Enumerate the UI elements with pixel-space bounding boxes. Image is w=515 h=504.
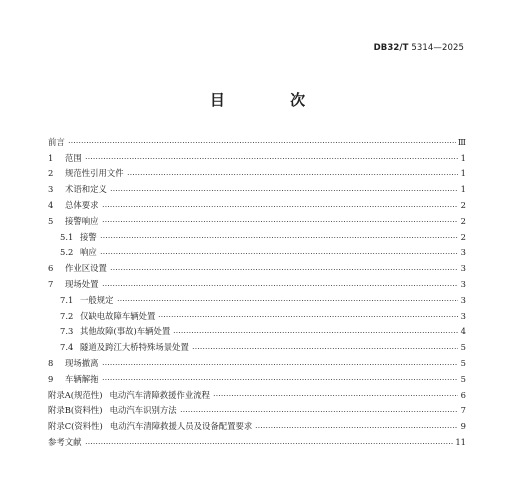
toc-entry-number: 6 — [48, 263, 54, 274]
toc-entry[interactable] — [48, 324, 466, 340]
toc-entry-appendix-label: 附录A(规范性) — [48, 389, 103, 400]
dot-leader — [102, 364, 459, 365]
toc-entry-number: 7.4 — [60, 342, 74, 353]
toc-entry-page-number: 3 — [460, 310, 466, 321]
toc-entry-title: 接警响应 — [65, 215, 99, 226]
toc-entry-number: 4 — [48, 200, 54, 211]
dot-leader — [68, 142, 456, 143]
dot-leader — [255, 427, 458, 428]
dot-leader — [180, 411, 458, 412]
toc-entry[interactable] — [48, 260, 466, 276]
toc-entry-title: 总体要求 — [65, 200, 99, 211]
toc-entry-title: 电动汽车识别方法 — [109, 405, 177, 416]
toc-entry[interactable] — [48, 403, 466, 419]
toc-entry-page-number: 3 — [460, 247, 466, 258]
toc-entry[interactable] — [48, 292, 466, 308]
toc-entry-title: 现场撤离 — [65, 358, 99, 369]
toc-entry-page-number: 5 — [460, 358, 466, 369]
standard-number: 5314—2025 — [411, 43, 464, 53]
dot-leader — [117, 300, 459, 301]
toc-entry-title: 隧道及跨江大桥特殊场景处置 — [80, 342, 189, 353]
toc-entry-page-number: 1 — [460, 184, 466, 195]
toc-entry-title: 一般规定 — [80, 294, 114, 305]
toc-entry-title: 参考文献 — [48, 437, 82, 448]
toc-entry-page-number: Ⅲ — [457, 136, 466, 147]
toc-entry-number: 3 — [48, 184, 54, 195]
toc-entry[interactable] — [48, 166, 466, 182]
toc-entry-page-number: 11 — [455, 437, 466, 448]
toc-entry-page-number: 2 — [460, 231, 466, 242]
toc-entry[interactable] — [48, 213, 466, 229]
toc-entry-page-number: 6 — [460, 389, 466, 400]
toc-entry-page-number: 3 — [460, 294, 466, 305]
standard-code — [374, 43, 464, 53]
toc-entry-appendix-label: 附录B(资料性) — [48, 405, 103, 416]
toc-entry-page-number: 2 — [460, 215, 466, 226]
toc-entry[interactable] — [48, 355, 466, 371]
toc-entry-number: 5.2 — [60, 247, 74, 258]
toc-entry-page-number: 4 — [460, 326, 466, 337]
toc-entry-page-number: 1 — [460, 168, 466, 179]
toc-entry[interactable] — [48, 229, 466, 245]
toc-entry[interactable] — [48, 418, 466, 434]
toc-entry-number: 7.1 — [60, 294, 74, 305]
dot-leader — [102, 221, 459, 222]
dot-leader — [102, 379, 459, 380]
toc-entry[interactable] — [48, 181, 466, 197]
toc-entry-number: 9 — [48, 373, 54, 384]
toc-entry-number: 7.3 — [60, 326, 74, 337]
dot-leader — [127, 174, 458, 175]
dot-leader — [85, 443, 454, 444]
toc-entry-page-number: 7 — [460, 405, 466, 416]
dot-leader — [100, 253, 458, 254]
table-of-contents — [48, 134, 466, 450]
toc-entry[interactable] — [48, 276, 466, 292]
toc-entry-number: 8 — [48, 358, 54, 369]
standard-prefix: DB32/T — [373, 43, 409, 53]
toc-entry-title: 作业区设置 — [65, 263, 107, 274]
toc-entry-number: 5 — [48, 215, 54, 226]
toc-entry[interactable] — [48, 308, 466, 324]
toc-entry-appendix-label: 附录C(资料性) — [48, 421, 103, 432]
dot-leader — [213, 395, 458, 396]
toc-entry-page-number: 3 — [460, 263, 466, 274]
toc-entry[interactable] — [48, 134, 466, 150]
toc-entry-title: 仅缺电故障车辆处置 — [80, 310, 156, 321]
toc-entry-page-number: 3 — [460, 279, 466, 290]
dot-leader — [102, 206, 459, 207]
toc-entry-title: 现场处置 — [65, 279, 99, 290]
dot-leader — [158, 316, 458, 317]
toc-entry-page-number: 2 — [460, 200, 466, 211]
toc-entry-page-number: 9 — [460, 421, 466, 432]
toc-entry-title: 响应 — [80, 247, 97, 258]
toc-entry-title: 电动汽车清障救援作业流程 — [109, 389, 210, 400]
dot-leader — [85, 158, 458, 159]
toc-entry[interactable] — [48, 197, 466, 213]
toc-entry-page-number: 5 — [460, 373, 466, 384]
dot-leader — [110, 269, 458, 270]
toc-entry[interactable] — [48, 150, 466, 166]
dot-leader — [100, 237, 458, 238]
toc-entry[interactable] — [48, 371, 466, 387]
toc-entry-title: 术语和定义 — [65, 184, 107, 195]
toc-entry[interactable] — [48, 245, 466, 261]
toc-entry-title: 前言 — [48, 136, 65, 147]
toc-entry-number: 5.1 — [60, 231, 74, 242]
toc-entry[interactable] — [48, 339, 466, 355]
toc-entry-page-number: 1 — [460, 152, 466, 163]
toc-entry[interactable] — [48, 387, 466, 403]
toc-entry-number: 7 — [48, 279, 54, 290]
toc-entry-title: 其他故障(事故)车辆处置 — [80, 326, 171, 337]
dot-leader — [102, 285, 459, 286]
toc-entry-page-number: 5 — [460, 342, 466, 353]
toc-entry-title: 范围 — [65, 152, 82, 163]
toc-entry-title: 规范性引用文件 — [65, 168, 124, 179]
dot-leader — [110, 190, 458, 191]
page-title: 目 次 — [209, 91, 336, 109]
toc-entry-title: 车辆解拖 — [65, 373, 99, 384]
toc-entry[interactable] — [48, 434, 466, 450]
toc-entry-number: 1 — [48, 152, 54, 163]
toc-entry-title: 接警 — [80, 231, 97, 242]
toc-entry-number: 7.2 — [60, 310, 74, 321]
dot-leader — [173, 332, 458, 333]
toc-entry-number: 2 — [48, 168, 54, 179]
dot-leader — [192, 348, 458, 349]
toc-entry-title: 电动汽车清障救援人员及设备配置要求 — [109, 421, 253, 432]
